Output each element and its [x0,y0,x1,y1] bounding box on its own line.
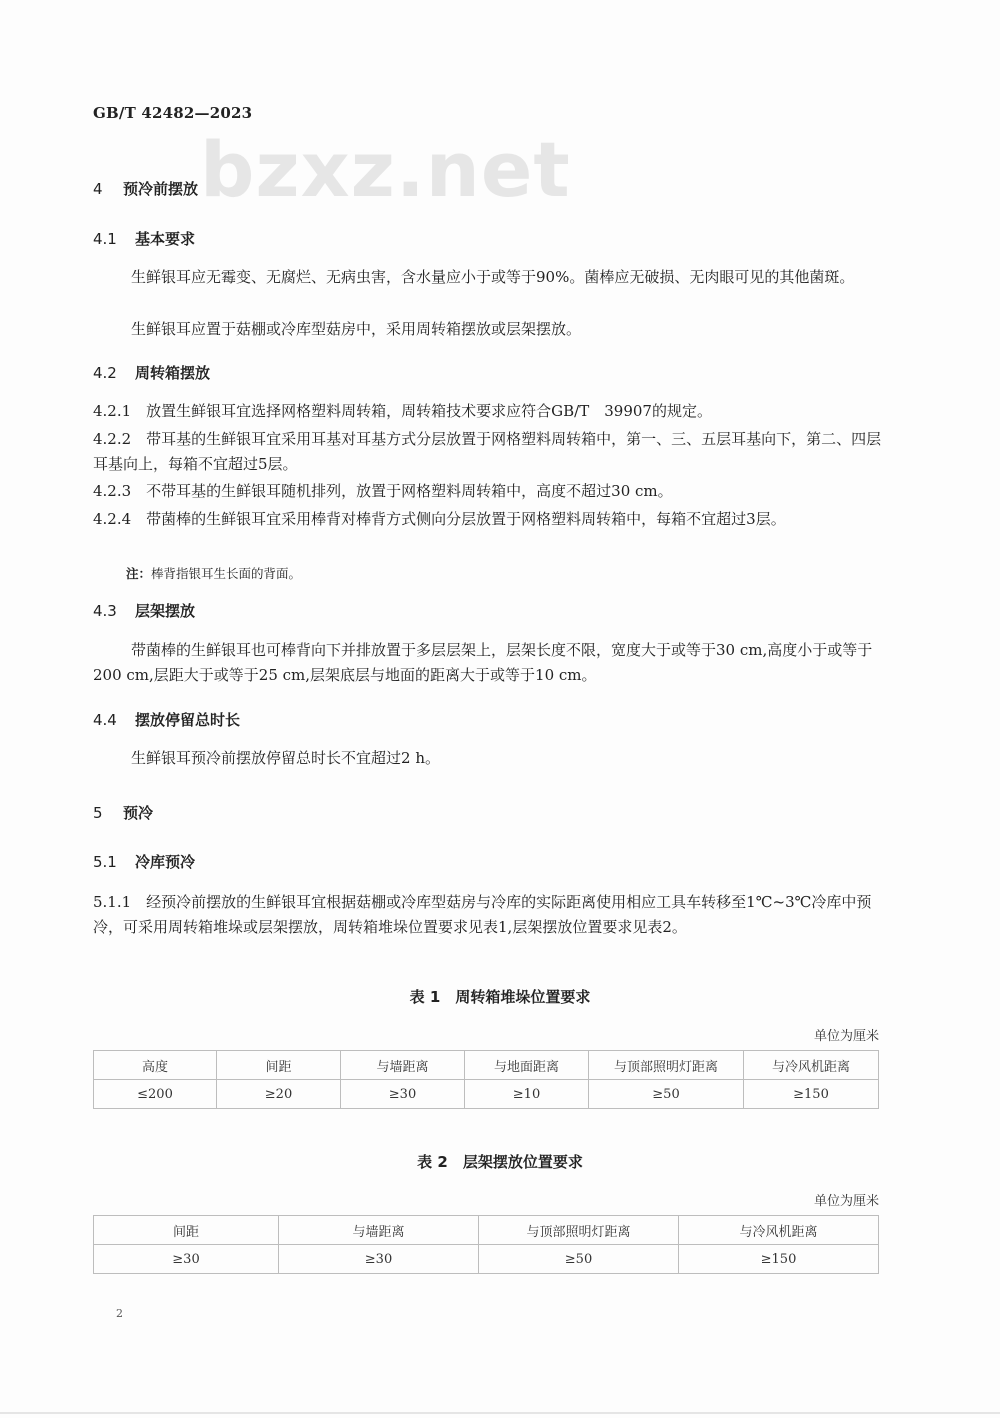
table-cell: ≥30 [341,1080,465,1109]
clause-4-2-4: 4.2.4 带菌棒的生鲜银耳宜采用棒背对棒背方式侧向分层放置于网格塑料周转箱中，每箱不宜超过3层。 [93,510,786,528]
paragraph-4-3-1: 带菌棒的生鲜银耳也可棒背向下并排放置于多层层架上，层架长度不限，宽度大于或等于30 cm,高度小于或等于200 cm,层距大于或等于25 cm,层架底层与地面的距离大于或等于10 cm。 [93,641,873,684]
section-5-heading [93,802,153,823]
clause-5-1-1: 5.1.1 经预冷前摆放的生鲜银耳宜根据菇棚或冷库型菇房与冷库的实际距离使用相应工具车转移至1℃~3℃冷库中预冷，可采用周转箱堆垛或层架摆放，周转箱堆垛位置要求见表1,层架摆放位置要求见表2。 [93,893,872,936]
section-number: 4 [93,180,103,198]
table-header-cell: 与顶部照明灯距离 [479,1216,679,1245]
section-number: 4.4 [93,711,117,729]
section-4-1-heading [93,228,195,249]
section-number: 4.3 [93,602,117,620]
table-header-cell: 与顶部照明灯距离 [589,1051,744,1080]
section-number: 4.2 [93,364,117,382]
table-cell: ≥20 [217,1080,341,1109]
section-number: 5.1 [93,853,117,871]
note [126,564,301,582]
table-header-cell: 与冷风机距离 [744,1051,879,1080]
table-header-cell: 与墙距离 [341,1051,465,1080]
page-number: 2 [116,1307,123,1320]
table-1-caption: 表 1 周转箱堆垛位置要求 [409,988,591,1006]
section-4-3-heading [93,600,195,621]
table-header-row [94,1051,879,1080]
paragraph-4-4-1: 生鲜银耳预冷前摆放停留总时长不宜超过2 h。 [131,749,440,767]
table-header-cell: 间距 [94,1216,279,1245]
table-1-unit: 单位为厘米 [813,1029,879,1044]
section-title: 冷库预冷 [135,853,196,871]
watermark: bzxz.net [200,125,571,214]
table-cell: ≥10 [465,1080,589,1109]
table-header-cell: 间距 [217,1051,341,1080]
section-title: 周转箱摆放 [135,364,211,382]
table-header-row [94,1216,879,1245]
note-text: 棒背指银耳生长面的背面。 [151,566,302,581]
table-cell: ≥30 [94,1245,279,1274]
clause-4-2-2: 4.2.2 带耳基的生鲜银耳宜采用耳基对耳基方式分层放置于网格塑料周转箱中，第一、三、五层耳基向下，第二、四层耳基向上，每箱不宜超过5层。 [93,430,882,473]
section-number: 4.1 [93,230,117,248]
table-row [94,1080,879,1109]
clause-4-2-3: 4.2.3 不带耳基的生鲜银耳随机排列，放置于网格塑料周转箱中，高度不超过30 cm。 [93,482,673,500]
table-cell: ≥150 [679,1245,879,1274]
table-cell: ≤200 [94,1080,217,1109]
section-4-2-heading [93,362,210,383]
table-header-cell: 高度 [94,1051,217,1080]
paragraph-4-1-2: 生鲜银耳应置于菇棚或冷库型菇房中，采用周转箱摆放或层架摆放。 [131,320,582,338]
table-cell: ≥150 [744,1080,879,1109]
section-4-heading [93,178,198,199]
section-number: 5 [93,804,103,822]
table-header-cell: 与冷风机距离 [679,1216,879,1245]
section-title: 预冷前摆放 [123,180,199,198]
table-cell: ≥30 [279,1245,479,1274]
section-title: 层架摆放 [135,602,196,620]
clause-4-2-1: 4.2.1 放置生鲜银耳宜选择网格塑料周转箱，周转箱技术要求应符合GB/T 39907的规定。 [93,402,712,420]
table-row [94,1245,879,1274]
section-title: 摆放停留总时长 [135,711,241,729]
table-2 [93,1215,879,1274]
section-5-1-heading [93,851,195,872]
table-header-cell: 与墙距离 [279,1216,479,1245]
table-2-unit: 单位为厘米 [813,1194,879,1209]
table-2-caption: 表 2 层架摆放位置要求 [417,1153,583,1171]
section-title: 预冷 [123,804,154,822]
note-label: 注： [126,566,152,581]
table-cell: ≥50 [479,1245,679,1274]
paragraph-4-1-1: 生鲜银耳应无霉变、无腐烂、无病虫害，含水量应小于或等于90%。菌棒应无破损、无肉眼可见的其他菌斑。 [131,268,855,286]
page-bottom-divider [0,1412,1000,1414]
table-header-cell: 与地面距离 [465,1051,589,1080]
table-cell: ≥50 [589,1080,744,1109]
standard-code: GB/T 42482—2023 [93,104,253,122]
section-title: 基本要求 [135,230,196,248]
table-1 [93,1050,879,1109]
section-4-4-heading [93,709,240,730]
